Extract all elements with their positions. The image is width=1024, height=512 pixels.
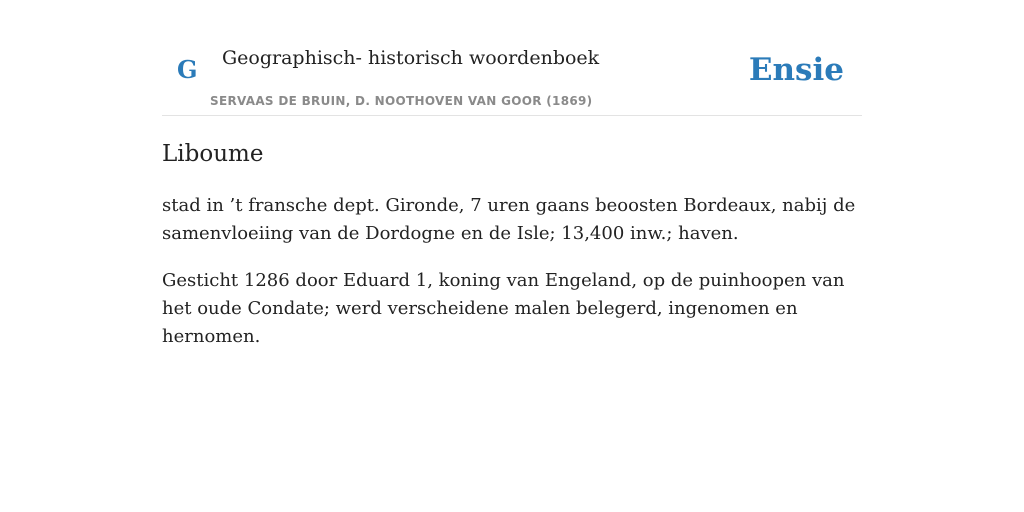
ensie-logo[interactable]: Ensie: [748, 52, 844, 88]
entry-paragraph: stad in ’t fransche dept. Gironde, 7 uren gaans beoosten Bordeaux, nabij de samenvloeiing van de Dordogne en de Isle; 13,400 inw.; haven.: [162, 195, 856, 244]
book-title-link[interactable]: Geographisch- historisch woordenboek: [222, 47, 600, 69]
page-header: [162, 0, 862, 116]
page-container: [162, 0, 862, 347]
entry-title: Liboume: [162, 141, 264, 167]
entry-body: [162, 192, 862, 370]
entry-paragraph: Gesticht 1286 door Eduard 1, koning van Engeland, op de puinhoopen van het oude Condate; werd verscheidene malen belegerd, ingenomen en hernomen.: [162, 270, 845, 347]
book-author: SERVAAS DE BRUIN, D. NOOTHOVEN VAN GOOR (1869): [210, 94, 593, 108]
book-letter-icon[interactable]: G: [177, 55, 198, 84]
